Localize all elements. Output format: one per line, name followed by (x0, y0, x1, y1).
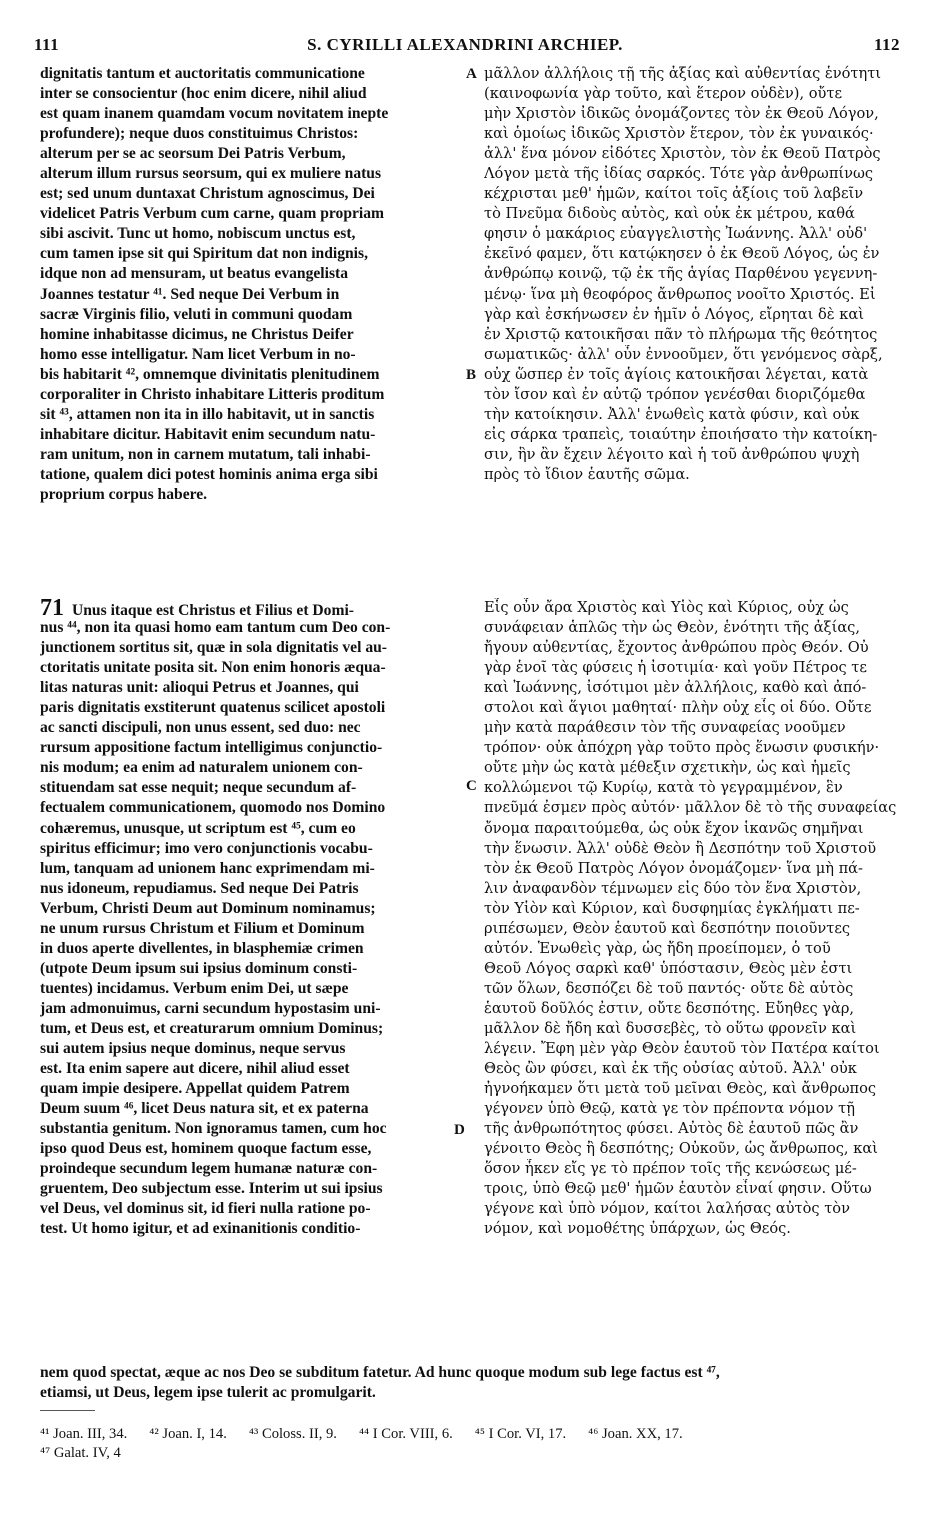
text-line (40, 1079, 472, 1099)
latin-column-part1 (40, 64, 472, 505)
line-text: ἑαυτοῦ δοῦλός ἐστιν, οὔτε δεσπότης. Εὔηθες γὰρ, (484, 999, 855, 1017)
line-text: sit ⁴³, attamen non ita in illo habitavit, ut in sanctis (40, 405, 375, 423)
text-line (40, 1179, 472, 1199)
footnote-reference: ⁴² Joan. I, 14. (149, 1426, 227, 1442)
line-text: ὄνομα παραιτούμεθα, ὡς οὐκ ἔχον ἱκανῶς σημῆναι (484, 819, 864, 837)
text-line (484, 718, 900, 738)
line-text: substantia genitum. Non ignoramus tamen, cum hoc (40, 1120, 387, 1138)
text-line (40, 638, 472, 658)
line-text: profundere); neque duos constituimus Christos: (40, 125, 359, 143)
line-text: Εἷς οὖν ἄρα Χριστὸς καὶ Υἱὸς καὶ Κύριος, οὐχ ὡς (484, 599, 849, 616)
text-line (40, 1019, 472, 1039)
line-text: γὰρ ἑνοῖ τὰς φύσεις ἡ ἰσοτιμία· καὶ γοῦν Πέτρος τε (484, 659, 867, 677)
line-text: τροις, ὑπὸ Θεῷ μεθ' ἡμῶν ἑαυτὸν εἶναί φησιν. Οὕτω (484, 1180, 872, 1198)
text-line (484, 244, 900, 264)
line-text: τρόπον· οὐκ ἀπόχρη γὰρ τοῦτο πρὸς ἕνωσιν φυσικήν· (484, 739, 880, 757)
line-text: σωματικῶς· ἀλλ' οὖν ἐννοοῦμεν, ὅτι γενόμενος σὰρξ, (484, 345, 883, 363)
text-line (40, 778, 472, 798)
text-line (40, 285, 472, 305)
line-text: homo esse intelligatur. Nam licet Verbum in no- (40, 345, 356, 363)
line-text: litas naturas unit: alioqui Petrus et Joannes, qui (40, 679, 359, 697)
line-text: ne unum rursus Christum et Filium et Dominum (40, 919, 365, 937)
line-text: (καινοφωνία γὰρ τοῦτο, καὶ ἕτερον οὐδὲν), οὔτε (484, 85, 843, 103)
text-line (40, 64, 472, 84)
text-line (40, 698, 472, 718)
line-text: φησιν ὁ μακάριος εὐαγγελιστὴς Ἰωάννης. Ἀλλ' οὐδ' (484, 225, 868, 243)
text-line (40, 959, 472, 979)
text-line (484, 405, 900, 425)
greek-column-part1 (484, 64, 900, 485)
text-line (40, 979, 472, 999)
line-text: Unus itaque est Christus et Filius et Domi- (72, 602, 354, 619)
line-text: nis modum; ea enim ad naturalem unionem con- (40, 759, 363, 777)
text-line (40, 345, 472, 365)
line-text: alterum illum rursus seorsum, qui ex muliere natus (40, 165, 382, 183)
text-line (484, 678, 900, 698)
text-line (40, 738, 472, 758)
text-line (40, 919, 472, 939)
footnotes (40, 1425, 705, 1463)
text-line (40, 305, 472, 325)
text-line (484, 618, 900, 638)
text-line (40, 999, 472, 1019)
greek-column-part2 (484, 598, 900, 1240)
text-line (484, 325, 900, 345)
text-line (484, 1119, 900, 1139)
text-line (484, 879, 900, 899)
line-text: gruentem, Deo subjectum esse. Interim ut sui ipsius (40, 1180, 383, 1198)
line-text: ριπέσωμεν, Θεὸν ἑαυτοῦ καὶ δεσπότην ποιοῦντες (484, 919, 851, 937)
margin-letter-b: B (466, 367, 477, 383)
text-line (40, 184, 472, 204)
line-text: καὶ Ἰωάννης, ἰσότιμοι μὲν ἀλλήλοις, καθὸ καὶ ἀπό- (484, 679, 867, 697)
text-line (484, 959, 900, 979)
text-line (484, 1059, 900, 1079)
line-text: εἰς σάρκα τραπεὶς, τοιαύτην ἐποιήσατο τὴν κατοίκη- (484, 425, 878, 443)
line-text: τὴν ἕνωσιν. Ἀλλ' οὐδὲ Θεὸν ἢ Δεσπότην τοῦ Χριστοῦ (484, 839, 877, 857)
text-line (484, 64, 900, 84)
text-line (40, 1219, 472, 1239)
text-line (40, 1119, 472, 1139)
line-text: μᾶλλον δὲ ἤδη καὶ δυσσεβὲς, τὸ οὕτω φρονεῖν καὶ (484, 1019, 857, 1037)
text-line (484, 144, 900, 164)
text-line (40, 1139, 472, 1159)
line-text: ram unitum, non in carnem mutatum, tali inhabi- (40, 445, 371, 463)
text-line (40, 405, 472, 425)
line-text: cum tamen ipse sit qui Spiritum dat non indignis, (40, 245, 368, 263)
text-line (40, 859, 472, 879)
line-text: in duos aperte divellentes, in blasphemiæ crimen (40, 939, 364, 957)
text-line (40, 899, 472, 919)
line-text: etiamsi, ut Deus, legem ipse tulerit ac promulgarit. (40, 1384, 376, 1402)
line-text: πρὸς τὸ ἴδιον ἑαυτῆς σῶμα. (484, 465, 690, 483)
latin-column-part2 (40, 598, 472, 1240)
text-line (484, 738, 900, 758)
line-text: τῆς ἀνθρωπότητος φύσει. Αὐτὸς δὲ ἑαυτοῦ πῶς ἂν (484, 1120, 859, 1138)
text-line (40, 1159, 472, 1179)
text-line (40, 465, 472, 485)
text-line (40, 144, 472, 164)
text-line (484, 224, 900, 244)
line-text: ἀνθρώπῳ κοινῷ, τῷ ἐκ τῆς ἁγίας Παρθένου γεγεννη- (484, 265, 878, 283)
text-line (484, 204, 900, 224)
line-text: μένῳ· ἵνα μὴ θεοφόρος ἄνθρωπος νοοῖτο Χριστός. Εἰ (484, 285, 876, 303)
text-line (40, 244, 472, 264)
margin-letter-d: D (454, 1122, 465, 1138)
text-line (40, 819, 472, 839)
line-text: lum, tanquam ad unionem hanc exprimendam mi- (40, 859, 375, 877)
line-text: Λόγον μετὰ τῆς ἰδίας σαρκός. Τότε γὰρ ἀνθρωπίνως (484, 165, 874, 183)
line-text: πνεῦμά ἐσμεν πρὸς αὐτόν· μᾶλλον δὲ τὸ τῆς συναφείας (484, 799, 897, 817)
text-line (484, 104, 900, 124)
text-line (484, 1159, 900, 1179)
line-text: quam impie desipere. Appellat quidem Patrem (40, 1080, 350, 1098)
line-text: idque non ad mensuram, ut beatus evangelista (40, 265, 349, 283)
line-text: ἐν Χριστῷ κατοικῆσαι πᾶν τὸ πλήρωμα τῆς θεότητος (484, 325, 878, 343)
line-text: οὐχ ὥσπερ ἐν τοῖς ἁγίοις κατοικῆσαι λέγεται, κατὰ (484, 365, 869, 383)
footnote-reference: ⁴⁷ Galat. IV, 4 (40, 1445, 121, 1461)
line-text: corporaliter in Christo inhabitare Litteris proditum (40, 385, 385, 403)
text-line (40, 1383, 900, 1403)
running-title: S. CYRILLI ALEXANDRINI ARCHIEP. (307, 35, 623, 54)
line-text: αὐτόν. Ἑνωθεὶς γὰρ, ὡς ἤδη προείπομεν, ὁ τοῦ (484, 939, 831, 957)
line-text: ipso quod Deus est, hominem quoque factum esse, (40, 1140, 372, 1158)
text-line (40, 718, 472, 738)
footnote-reference: ⁴⁶ Joan. XX, 17. (588, 1426, 683, 1442)
line-text: spiritus efficimur; imo vero conjunctionis vocabu- (40, 839, 373, 857)
margin-letter-a: A (466, 66, 477, 82)
text-line (40, 939, 472, 959)
text-line (40, 598, 472, 618)
line-text: paris dignitatis exstiterunt quatenus scilicet apostoli (40, 699, 386, 717)
line-text: sibi ascivit. Tunc ut homo, nobiscum unctus est, (40, 225, 356, 243)
line-text: μὴν κατὰ παράθεσιν τὸν τῆς συναφείας νοοῦμεν (484, 719, 846, 737)
line-text: test. Ut homo igitur, et ad exinanitionis conditio- (40, 1220, 361, 1238)
line-text: stituendam sat esse nequit; neque secundum af- (40, 779, 357, 797)
text-line (484, 839, 900, 859)
text-line (484, 939, 900, 959)
line-text: tatione, qualem dici potest hominis anima erga sibi (40, 465, 378, 483)
text-line (40, 325, 472, 345)
footnote-line-1 (40, 1425, 705, 1444)
line-text: nus idoneum, repudiamus. Sed neque Dei Patris (40, 879, 359, 897)
text-line (40, 84, 472, 104)
text-line (484, 1219, 900, 1239)
text-line (484, 425, 900, 445)
text-line (484, 84, 900, 104)
text-line (484, 124, 900, 144)
line-text: ctoritatis unitate posita sit. Non enim honoris æqua- (40, 659, 386, 677)
text-line (484, 1099, 900, 1119)
text-line (484, 1139, 900, 1159)
text-line (40, 879, 472, 899)
text-line (40, 618, 472, 638)
text-line (40, 678, 472, 698)
line-text: alterum per se ac seorsum Dei Patris Verbum, (40, 145, 346, 163)
line-text: rursum appositione factum intelligimus conjunctio- (40, 739, 383, 757)
line-text: γέγονεν ὑπὸ Θεῷ, κατὰ γε τὸν πρέποντα νόμον τῇ (484, 1100, 855, 1118)
footnote-reference: ⁴⁵ I Cor. VI, 17. (474, 1426, 567, 1442)
line-text: ἀλλ' ἕνα μόνον εἰδότες Χριστὸν, τὸν ἐκ Θεοῦ Πατρὸς (484, 145, 881, 163)
text-line (484, 465, 900, 485)
line-text: κέχρισται μεθ' ἡμῶν, καίτοι τοῖς ἀξίοις τοῦ λαβεῖν (484, 185, 864, 203)
line-text: τὴν κατοίκησιν. Ἀλλ' ἑνωθεὶς κατὰ φύσιν, καὶ οὐκ (484, 405, 860, 423)
text-line (484, 1079, 900, 1099)
line-text: ὅσον ἧκεν εἴς γε τὸ πρέπον τοῖς τῆς κενώσεως μέ- (484, 1160, 857, 1178)
line-text: ac sancti discipuli, non unus essent, sed duo: nec (40, 719, 361, 737)
line-text: Joannes testatur ⁴¹. Sed neque Dei Verbum in (40, 285, 340, 303)
line-text: sui autem ipsius neque dominus, neque servus (40, 1040, 346, 1058)
footnote-reference: ⁴⁴ I Cor. VIII, 6. (358, 1426, 453, 1442)
line-text: bis habitarit ⁴², omnemque divinitatis plenitudinem (40, 365, 380, 383)
text-line (484, 798, 900, 818)
text-line (484, 1039, 900, 1059)
line-text: μὴν Χριστὸν ἰδικῶς ὀνομάζοντες τὸν ἐκ Θεοῦ Λόγον, (484, 105, 879, 123)
footnote-reference: ⁴¹ Joan. III, 34. (40, 1426, 128, 1442)
page-header (30, 35, 900, 57)
text-line (40, 124, 472, 144)
text-line (484, 778, 900, 798)
text-line (484, 305, 900, 325)
footnote-rule (40, 1410, 95, 1411)
line-text: est; sed unum duntaxat Christum agnoscimus, Dei (40, 185, 375, 203)
line-text: videlicet Patris Verbum cum carne, quam propriam (40, 205, 385, 223)
line-text: (utpote Deum ipsum sui ipsius dominum consti- (40, 959, 358, 977)
page-number-left: 111 (34, 35, 60, 54)
line-text: γὰρ καὶ ἐσκήνωσεν ἐν ἡμῖν ὁ Λόγος, εἴρηται δὲ καὶ (484, 305, 864, 323)
text-line (484, 1019, 900, 1039)
line-text: proprium corpus habere. (40, 485, 208, 503)
line-text: cohæremus, unusque, ut scriptum est ⁴⁵, cum eo (40, 819, 356, 837)
text-line (484, 819, 900, 839)
line-text: γέγονε καὶ ὑπὸ νόμον, καίτοι λαλήσας αὐτὸς τὸν (484, 1200, 850, 1218)
line-text: καὶ ὁμοίως ἰδικῶς Χριστὸν ἕτερον, τὸν ἐκ γυναικός· (484, 125, 874, 143)
line-text: κολλώμενοι τῷ Κυρίῳ, κατὰ τὸ γεγραμμένον, ἓν (484, 779, 843, 797)
line-text: λιν ἀναφανδὸν τέμνωμεν εἰς δύο τὸν ἕνα Χριστὸν, (484, 879, 862, 897)
line-text: junctionem sortitus sit, quæ in sola dignitatis vel au- (40, 639, 387, 657)
line-text: λέγειν. Ἔφη μὲν γὰρ Θεὸν ἑαυτοῦ τὸν Πατέρα καίτοι (484, 1040, 880, 1058)
line-text: τὸν ἴσον καὶ ἐν αὐτῷ τρόπον γενέσθαι διοριζόμεθα (484, 385, 866, 403)
line-text: ἐκεῖνό φαμεν, ὅτι κατῴκησεν ὁ ἐκ Θεοῦ Λόγος, ὡς ἐν (484, 245, 880, 263)
page-number-right: 112 (873, 35, 900, 54)
line-text: τῶν ὅλων, δεσπόζει δὲ τοῦ παντός· οὔτε δὲ αὐτὸς (484, 979, 854, 997)
line-text: ἠγνοήκαμεν ὅτι μετὰ τοῦ μεῖναι Θεὸς, καὶ ἄνθρωπος (484, 1080, 877, 1098)
text-line (484, 758, 900, 778)
line-text: Θεοῦ Λόγος σαρκὶ καθ' ὑπόστασιν, Θεὸς μὲν ἐστι (484, 959, 853, 977)
line-text: ἤγουν αὐθεντίας, ἔχοντος ἀνθρώπου πρὸς Θεόν. Οὐ (484, 639, 869, 657)
text-line (40, 839, 472, 859)
text-line (484, 445, 900, 465)
text-line (40, 1363, 900, 1383)
line-text: est. Ita enim sapere aut dicere, nihil aliud esset (40, 1060, 350, 1078)
text-line (484, 1179, 900, 1199)
text-line (40, 264, 472, 284)
line-text: τὸ Πνεῦμα διδοὺς αὐτὸς, καὶ οὐκ ἐκ μέτρου, καθά (484, 205, 855, 223)
line-text: Θεὸς ὢν φύσει, καὶ ἐκ τῆς οὐσίας αὐτοῦ. Ἀλλ' οὐκ (484, 1060, 857, 1078)
text-line (40, 204, 472, 224)
text-line (40, 104, 472, 124)
line-text: νόμον, καὶ νομοθέτης ὑπάρχων, ὡς Θεός. (484, 1220, 791, 1238)
text-line (40, 1099, 472, 1119)
text-line (484, 999, 900, 1019)
line-text: Verbum, Christi Deum aut Dominum nominamus; (40, 899, 376, 917)
line-text: γένοιτο Θεὸς ἢ δεσπότης; Οὐκοῦν, ὡς ἄνθρωπος, καὶ (484, 1140, 878, 1158)
line-text: inhabitare dicitur. Habitavit enim secundum natu- (40, 425, 376, 443)
text-line (40, 1039, 472, 1059)
line-text: vel Deus, vel dominus sit, id fieri nulla ratione po- (40, 1200, 371, 1218)
text-line (484, 598, 900, 618)
text-line (40, 385, 472, 405)
line-text: τὸν Υἱὸν καὶ Κύριον, καὶ δυσφημίας ἐγκλήματι πε- (484, 899, 860, 917)
text-line (484, 859, 900, 879)
text-line (40, 758, 472, 778)
line-text: dignitatis tantum et auctoritatis communicatione (40, 65, 365, 82)
line-text: sacræ Virginis filio, veluti in communi quodam (40, 305, 353, 323)
latin-full-width-conclusion (40, 1363, 900, 1403)
margin-letter-c: C (466, 778, 477, 794)
text-line (40, 445, 472, 465)
line-text: proindeque secundum legem humanæ naturæ con- (40, 1160, 378, 1178)
text-line (484, 264, 900, 284)
text-line (484, 979, 900, 999)
line-text: est quam inanem quamdam vocum novitatem inepte (40, 105, 389, 123)
text-line (484, 638, 900, 658)
text-line (484, 184, 900, 204)
line-text: οὔτε μὴν ὡς κατὰ μέθεξιν σχετικὴν, ὡς καὶ ἡμεῖς (484, 759, 851, 777)
text-line (484, 919, 900, 939)
line-text: tum, et Deus est, et creaturarum omnium Dominus; (40, 1019, 384, 1037)
text-line (484, 285, 900, 305)
text-line (40, 1059, 472, 1079)
text-line (40, 1199, 472, 1219)
line-text: σιν, ἣν ἂν ἔχειν λέγοιτο καὶ ἡ τοῦ ἀνθρώπου ψυχὴ (484, 445, 860, 463)
line-text: jam admonuimus, carni secundum hypostasim uni- (40, 999, 381, 1017)
text-line (484, 385, 900, 405)
line-text: μᾶλλον ἀλλήλοις τῇ τῆς ἀξίας καὶ αὐθεντίας ἑνότητι (484, 65, 882, 82)
footnote-reference: ⁴³ Coloss. II, 9. (248, 1426, 337, 1442)
line-text: fectualem communicationem, quomodo nos Domino (40, 799, 386, 817)
line-text: nus ⁴⁴, non ita quasi homo eam tantum cum Deo con- (40, 619, 391, 637)
text-line (40, 485, 472, 505)
text-line (484, 365, 900, 385)
line-text: nem quod spectat, æque ac nos Deo se subditum fatetur. Ad hunc quoque modum sub lege factus est ⁴⁷, (40, 1364, 720, 1381)
line-text: τὸν ἐκ Θεοῦ Πατρὸς Λόγον ὀνομάζομεν· ἵνα μὴ πά- (484, 859, 863, 877)
text-line (484, 658, 900, 678)
text-line (40, 224, 472, 244)
section-number: 71 (40, 598, 64, 619)
text-line (40, 798, 472, 818)
text-line (484, 698, 900, 718)
text-line (484, 345, 900, 365)
text-line (40, 365, 472, 385)
text-line (484, 899, 900, 919)
line-text: tuentes) incidamus. Verbum enim Dei, ut sæpe (40, 979, 349, 997)
line-text: στολοι καὶ ἅγιοι μαθηταί· πλὴν οὐχ εἷς οἱ δύο. Οὔτε (484, 699, 872, 717)
line-text: συνάφειαν ἁπλῶς τὴν ὡς Θεὸν, ἑνότητι τῆς ἀξίας, (484, 619, 860, 637)
text-line (40, 658, 472, 678)
text-line (484, 164, 900, 184)
text-line (40, 164, 472, 184)
line-text: Deum suum ⁴⁶, licet Deus natura sit, et ex paterna (40, 1100, 369, 1118)
footnote-line-2 (40, 1444, 705, 1463)
text-line (484, 1199, 900, 1219)
line-text: homine inhabitasse dicimus, ne Christus Deifer (40, 325, 354, 343)
line-text: inter se consocientur (hoc enim dicere, nihil aliud (40, 85, 367, 103)
text-line (40, 425, 472, 445)
